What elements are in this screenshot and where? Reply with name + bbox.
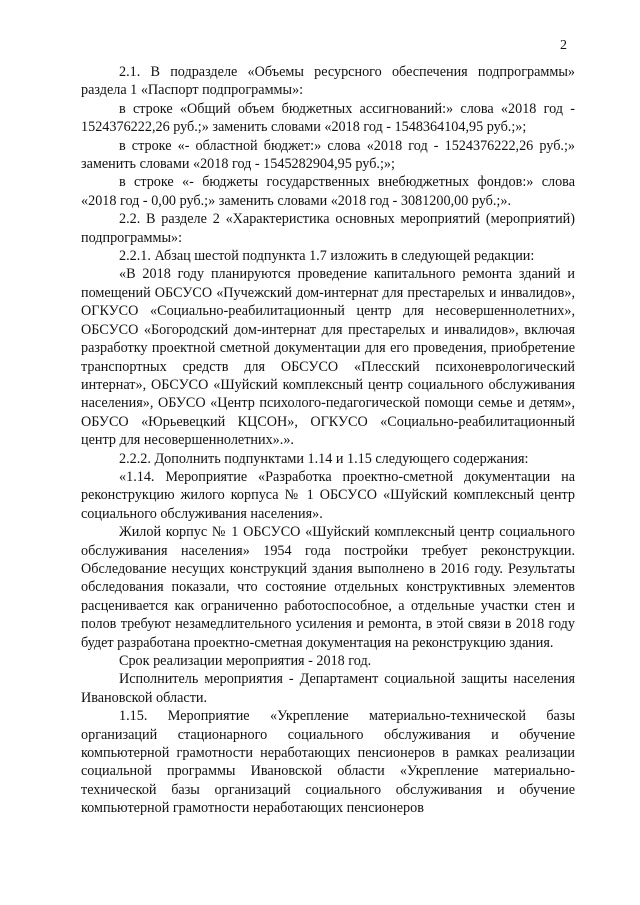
paragraph-1-15: 1.15. Мероприятие «Укрепление материально-технической базы организаций стационарного социального обслуживания и обучение компьютерной грамотности неработающих пенсионеров в рамках реализации социальной программы Ивановской области «Укрепление материально-технической базы организаций социального обслуживания и обучение компьютерной грамотности неработающих пенсионеров [81, 708, 575, 817]
paragraph-building-survey: Жилой корпус № 1 ОБСУСО «Шуйский комплексный центр социального обслуживания населения» 1954 года постройки требует реконструкции. Обследование несущих конструкций здания выполнено в 2016 году. Результаты обследования показали, что состояние отдельных конструктивных элементов расценивается как ограниченно работоспособное, а отдельные участки стен и полов требуют незамедлительного усиления и ремонта, в этой связи в 2018 году будет разработана проектно-сметная документация на реконструкцию здания. [81, 524, 575, 651]
paragraph-1-14: «1.14. Мероприятие «Разработка проектно-сметной документации на реконструкцию жилого корпуса № 1 ОБСУСО «Шуйский комплексный центр социального обслуживания населения». [81, 468, 575, 522]
paragraph-2-2: 2.2. В разделе 2 «Характеристика основных мероприятий (мероприятий) подпрограммы»: [81, 211, 575, 246]
paragraph-term: Срок реализации мероприятия - 2018 год. [119, 653, 372, 669]
page-number: 2 [560, 38, 567, 53]
paragraph-capital-repair: «В 2018 году планируются проведение капитального ремонта зданий и помещений ОБСУСО «Пучежский дом-интернат для престарелых и инвалидов», ОГКУСО «Социально-реабилитационный центр для несовершеннолетних», ОБСУСО «Богородский дом-интернат для престарелых и инвалидов», включая разработку проектной сметной документации для его проведения, приобретение транспортных средств для ОБСУСО «Плесский психоневрологический интернат», ОБСУСО «Шуйский комплексный центр социального обслуживания населения», ОБУСО «Центр психолого-педагогической помощи семье и детям», ОБУСО «Юрьевецкий КЦСОН», ОГКУСО «Социально-реабилитационный центр для несовершеннолетних».». [81, 266, 575, 449]
paragraph-regional-budget: в строке «- областной бюджет:» слова «2018 год - 1524376222,26 руб.;» заменить словами «2018 год - 1545282904,95 руб.;»; [81, 137, 575, 173]
paragraph-2-1: 2.1. В подразделе «Объемы ресурсного обеспечения подпрограммы» раздела 1 «Паспорт подпрограммы»: [81, 64, 575, 99]
paragraph-executor: Исполнитель мероприятия - Департамент социальной защиты населения Ивановской области. [81, 671, 575, 706]
paragraph-extrabudgetary-funds: в строке «- бюджеты государственных внебюджетных фондов:» слова «2018 год - 0,00 руб.;» заменить словами «2018 год - 3081200,00 руб.;». [81, 174, 575, 209]
paragraph-total-allocations: в строке «Общий объем бюджетных ассигнований:» слова «2018 год - 1524376222,26 руб.;» заменить словами «2018 год - 1548364104,95 руб.;»; [81, 100, 575, 136]
paragraph-2-2-1: 2.2.1. Абзац шестой подпункта 1.7 изложить в следующей редакции: [119, 248, 535, 265]
document-body [81, 63, 575, 818]
paragraph-2-2-2: 2.2.2. Дополнить подпунктами 1.14 и 1.15 следующего содержания: [119, 450, 529, 467]
